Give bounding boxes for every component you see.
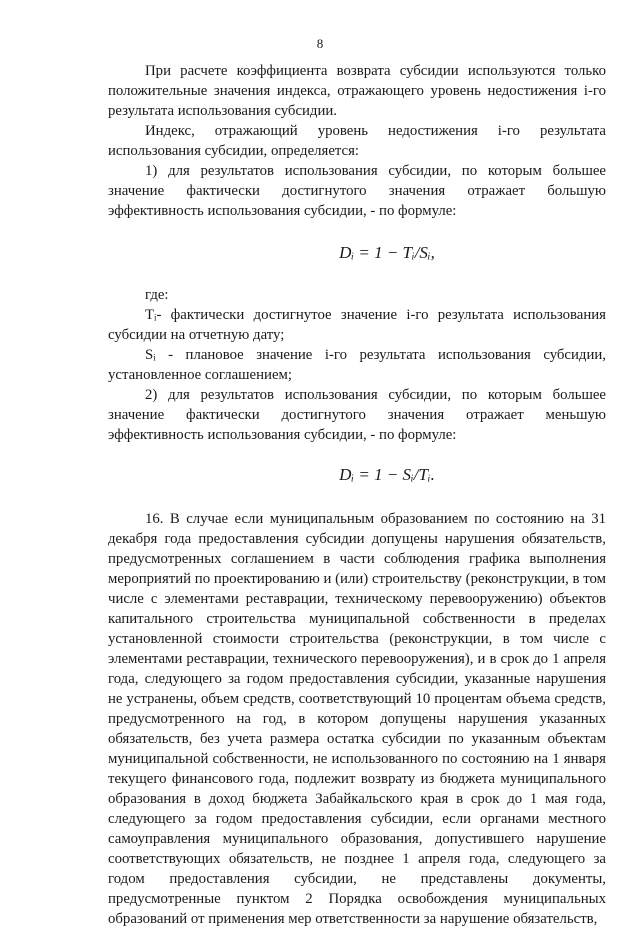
paragraph-case-2: 2) для результатов использования субсидии, по которым большее значение фактически достигнутого значения отражает меньшую эффективность использования субсидии, - по формуле: xyxy=(108,387,606,443)
formula-1: Dᵢ = 1 − Tᵢ/Sᵢ, xyxy=(339,243,435,262)
definition-t: Tᵢ- фактически достигнутое значение i-го результата использования субсидии на отчетную дату; xyxy=(108,307,606,343)
paragraph-positive-index: При расчете коэффициента возврата субсидии используются только положительные значения индекса, отражающего уровень недостижения i-го результата использования субсидии. xyxy=(108,63,606,119)
definition-s: Sᵢ - плановое значение i-го результата использования субсидии, установленное соглашением; xyxy=(108,347,606,383)
formula-2: Dᵢ = 1 − Sᵢ/Tᵢ. xyxy=(339,465,435,484)
where-label: где: xyxy=(145,287,169,303)
paragraph-index-definition: Индекс, отражающий уровень недостижения i-го результата использования субсидии, определяется: xyxy=(108,123,606,159)
page-number: 8 xyxy=(316,36,324,51)
document-body xyxy=(108,61,606,929)
paragraph-case-1: 1) для результатов использования субсидии, по которым большее значение фактически достигнутого значения отражает большую эффективность использования субсидии, - по формуле: xyxy=(108,163,606,219)
paragraph-16: 16. В случае если муниципальным образованием по состоянию на 31 декабря года предоставления субсидии допущены нарушения обязательств, предусмотренных соглашением в части соблюдения графика выполнения мероприятий по проектированию и (или) строительству (реконструкции, в том числе с элементами реставрации, техническому перевооружению) объектов капитального строительства муниципальной собственности в пределах установленной стоимости строительства (реконструкции, в том числе с элементами реставрации, технического перевооружения), и в срок до 1 апреля года, следующего за годом предоставления субсидии, указанные нарушения не устранены, объем средств, соответствующий 10 процентам объема средств, предусмотренного на год, в котором допущены нарушения указанных обязательств, без учета размера остатка субсидии по указанным объектам муниципальной собственности, не использованного по состоянию на 1 января текущего финансового года, подлежит возврату из бюджета муниципального образования в доход бюджета Забайкальского края в срок до 1 мая года, следующего за годом предоставления субсидии, если органами местного самоуправления муниципального образования, допустившего нарушение соответствующих обязательств, не позднее 1 апреля года, следующего за годом предоставления субсидии, не представлены документы, предусмотренные пунктом 2 Порядка освобождения муниципальных образований от применения мер ответственности за нарушение обязательств, xyxy=(108,511,606,927)
